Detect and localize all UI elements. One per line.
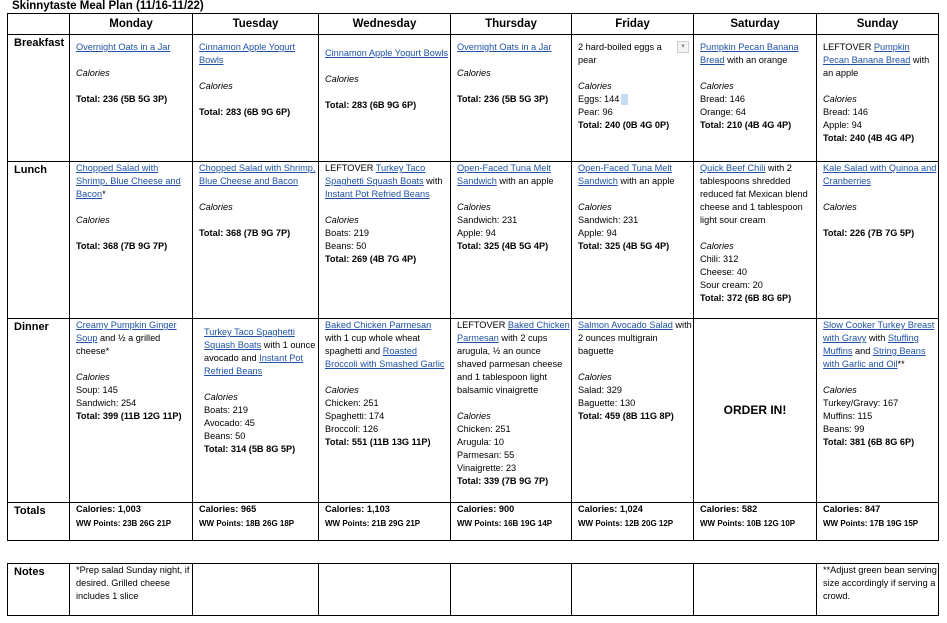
meal-description: and [852,346,873,356]
meal-description: with an apple [617,176,675,186]
calories-label: Calories [578,202,612,212]
note-sat [694,564,817,616]
recipe-link[interactable]: Baked Chicken Parmesan [325,320,432,330]
meal-total: Total: 368 (7B 9G 7P) [76,241,168,251]
note-sun: **Adjust green bean serving size accordingly if serving a crowd. [817,564,939,616]
ww-points: WW Points: 17B 19G 15P [823,519,919,528]
item-calories: Sour cream: 20 [700,280,763,290]
meal-description: with an apple [823,55,930,78]
item-calories: Boats: 219 [204,405,248,415]
recipe-link[interactable]: Stuffing Muffins [823,333,919,356]
lunch-wed [319,162,451,319]
item-calories: Salad: 329 [578,385,622,395]
totals-wed [319,503,451,541]
note-wed [319,564,451,616]
dinner-row [8,319,939,503]
meal-description: with an apple [496,176,554,186]
meal-total: Total: 325 (4B 5G 4P) [578,241,670,251]
meal-total: Total: 210 (4B 4G 4P) [700,120,792,130]
item-calories: Beans: 99 [823,424,865,434]
item-calories: Turkey/Gravy: 167 [823,398,899,408]
item-calories: Apple: 94 [457,228,496,238]
day-header: Wednesday [319,14,451,35]
breakfast-sun [817,35,939,162]
note-thu [451,564,572,616]
item-calories: Arugula: 10 [457,437,504,447]
dinner-thu [451,319,572,503]
breakfast-row [8,35,939,162]
day-calories: Calories: 1,003 [76,504,141,514]
day-header: Monday [70,14,193,35]
item-calories: Beans: 50 [204,431,246,441]
totals-fri [572,503,694,541]
calories-label: Calories [823,94,857,104]
row-label: Totals [8,503,70,541]
ww-points: WW Points: 21B 29G 21P [325,519,421,528]
dinner-mon [70,319,193,503]
dropdown-arrow-icon[interactable]: ▾ [677,41,689,53]
header-row [8,14,939,35]
meal-description: with 2 tablespoons shredded reduced fat Mexican blend cheese and 1 tablespoon light sour cream [700,163,808,225]
footnote-mark: * [102,189,106,199]
recipe-link[interactable]: Chopped Salad with Shrimp, Blue Cheese and Bacon [76,163,181,199]
row-label: Lunch [8,162,70,319]
meal-description: with 1 cup whole wheat spaghetti and [325,333,420,356]
item-calories: Pear: 96 [578,107,613,117]
meal-total: Total: 236 (5B 5G 3P) [76,94,168,104]
item-calories: Broccoli: 126 [325,424,379,434]
item-calories: Chicken: 251 [325,398,379,408]
item-calories: Chili: 312 [700,254,739,264]
item-calories: Bread: 146 [823,107,868,117]
day-header: Sunday [817,14,939,35]
recipe-link[interactable]: Turkey Taco Spaghetti Squash Boats [325,163,426,186]
item-calories: Vinaigrette: 23 [457,463,517,473]
calories-label: Calories [578,81,612,91]
totals-tue [193,503,319,541]
dinner-sun [817,319,939,503]
item-calories: Chicken: 251 [457,424,511,434]
calories-label: Calories [76,372,110,382]
day-calories: Calories: 847 [823,504,881,514]
lunch-sun [817,162,939,319]
dinner-wed [319,319,451,503]
meal-description: with 2 cups arugula, ½ an ounce shaved parmesan cheese and 1 tablespoon light balsamic vinaigrette [457,333,563,395]
meal-plan-table [7,13,939,541]
calories-label: Calories [457,411,491,421]
lunch-thu [451,162,572,319]
recipe-link[interactable]: Cinnamon Apple Yogurt Bowls [199,42,296,65]
calories-label: Calories [325,385,359,395]
item-calories: Boats: 219 [325,228,369,238]
recipe-link[interactable]: Overnight Oats in a Jar [76,42,171,52]
order-in-label: ORDER IN! [694,319,817,503]
calories-label: Calories [700,81,734,91]
page-title: Skinnytaste Meal Plan (11/16-11/22) [12,0,204,12]
recipe-link[interactable]: Turkey Taco Spaghetti Squash Boats [204,327,295,350]
meal-total: Total: 240 (4B 4G 4P) [823,133,915,143]
item-calories: Apple: 94 [578,228,617,238]
item-calories: Parmesan: 55 [457,450,515,460]
leftover-label: LEFTOVER [325,163,376,173]
recipe-link[interactable]: String Beans with Garlic and Oil [823,346,926,369]
recipe-link[interactable]: Open-Faced Tuna Melt Sandwich [578,163,672,186]
meal-description: and ½ a grilled cheese* [76,333,161,356]
day-calories: Calories: 1,024 [578,504,643,514]
calories-label: Calories [199,81,233,91]
recipe-link[interactable]: Overnight Oats in a Jar [457,42,552,52]
lunch-tue [193,162,319,319]
meal-total: Total: 269 (4B 7G 4P) [325,254,417,264]
recipe-link[interactable]: Kale Salad with Quinoa and Cranberries [823,163,937,186]
corner-cell [8,14,70,35]
meal-total: Total: 399 (11B 12G 11P) [76,411,182,421]
day-header: Friday [572,14,694,35]
ww-points: WW Points: 18B 26G 18P [199,519,295,528]
day-calories: Calories: 900 [457,504,515,514]
ww-points: WW Points: 16B 19G 14P [457,519,553,528]
note-fri [572,564,694,616]
row-label: Dinner [8,319,70,503]
item-calories: Eggs: 144 [578,93,693,106]
meal-total: Total: 459 (8B 11G 8P) [578,411,674,421]
lunch-mon [70,162,193,319]
day-header: Thursday [451,14,572,35]
recipe-link[interactable]: Pumpkin Pecan Banana Bread [700,42,799,65]
totals-sat [694,503,817,541]
recipe-link[interactable]: Cinnamon Apple Yogurt Bowls [325,48,449,58]
meal-total: Total: 551 (11B 13G 11P) [325,437,431,447]
calories-label: Calories [700,241,734,251]
calories-label: Calories [823,385,857,395]
item-calories: Muffins: 115 [823,411,873,421]
day-calories: Calories: 1,103 [325,504,390,514]
meal-description: with [866,333,888,343]
calories-label: Calories [76,215,110,225]
lunch-sat [694,162,817,319]
notes-table [7,563,939,616]
recipe-link[interactable]: Instant Pot Refried Beans [204,353,304,376]
calories-label: Calories [204,392,238,402]
calories-label: Calories [823,202,857,212]
meal-description: with an orange [724,55,788,65]
recipe-link[interactable]: Quick Beef Chili [700,163,766,173]
item-calories: Beans: 50 [325,241,367,251]
recipe-link[interactable]: Open-Faced Tuna Melt Sandwich [457,163,551,186]
recipe-link[interactable]: Salmon Avocado Salad [578,320,673,330]
recipe-link[interactable]: Instant Pot Refried Beans [325,189,430,199]
item-calories: Sandwich: 254 [76,398,137,408]
note-mon: *Prep salad Sunday night, if desired. Grilled cheese includes 1 slice [70,564,193,616]
day-calories: Calories: 582 [700,504,758,514]
recipe-link[interactable]: Creamy Pumpkin Ginger Soup [76,320,177,343]
totals-mon [70,503,193,541]
meal-total: Total: 381 (6B 8G 6P) [823,437,915,447]
calories-label: Calories [457,68,491,78]
recipe-link[interactable]: Pumpkin Pecan Banana Bread [823,42,911,65]
breakfast-sat [694,35,817,162]
ww-points: WW Points: 23B 26G 21P [76,519,172,528]
breakfast-thu [451,35,572,162]
calories-label: Calories [325,215,359,225]
item-calories: Sandwich: 231 [457,215,518,225]
meal-total: Total: 325 (4B 5G 4P) [457,241,549,251]
meal-description: with 1 ounce avocado and [204,340,316,363]
recipe-link[interactable]: Baked Chicken Parmesan [457,320,570,343]
calories-label: Calories [76,68,110,78]
leftover-label: LEFTOVER [457,320,508,330]
day-calories: Calories: 965 [199,504,257,514]
meal-total: Total: 372 (6B 8G 6P) [700,293,792,303]
breakfast-mon [70,35,193,162]
meal-total: Total: 339 (7B 9G 7P) [457,476,549,486]
calories-label: Calories [199,202,233,212]
meal-total: Total: 283 (6B 9G 6P) [199,107,291,117]
ww-points: WW Points: 12B 20G 12P [578,519,674,528]
day-header: Saturday [694,14,817,35]
breakfast-tue [193,35,319,162]
meal-total: Total: 236 (5B 5G 3P) [457,94,549,104]
item-calories: Soup: 145 [76,385,118,395]
recipe-link[interactable]: Chopped Salad with Shrimp, Blue Cheese and Bacon [199,163,316,186]
row-label: Breakfast [8,35,70,162]
meal-description: with [423,176,443,186]
selection-highlight [621,94,628,105]
meal-total: Total: 368 (7B 9G 7P) [199,228,291,238]
notes-row [8,564,939,616]
lunch-row [8,162,939,319]
row-label: Notes [8,564,70,616]
meal-total: Total: 226 (7B 7G 5P) [823,228,915,238]
totals-sun [817,503,939,541]
meal-description: with 2 ounces multigrain baguette [578,320,692,356]
breakfast-wed [319,35,451,162]
dinner-tue [193,319,319,503]
item-calories: Avocado: 45 [204,418,255,428]
meal-total: Total: 283 (6B 9G 6P) [325,100,417,110]
item-calories: Bread: 146 [700,94,745,104]
meal-total: Total: 240 (0B 4G 0P) [578,120,670,130]
lunch-fri [572,162,694,319]
calories-label: Calories [578,372,612,382]
item-calories: Sandwich: 231 [578,215,639,225]
totals-thu [451,503,572,541]
note-tue [193,564,319,616]
calories-label: Calories [325,74,359,84]
recipe-link[interactable]: Roasted Broccoli with Smashed Garlic [325,346,445,369]
footnote-mark: ** [897,359,905,369]
dinner-fri [572,319,694,503]
item-calories: Baguette: 130 [578,398,636,408]
item-calories: Cheese: 40 [700,267,747,277]
item-calories: Apple: 94 [823,120,862,130]
meal-total: Total: 314 (5B 8G 5P) [204,444,296,454]
recipe-link[interactable]: Slow Cooker Turkey Breast with Gravy [823,320,935,343]
meal-description: 2 hard-boiled eggs a pear [578,42,662,65]
item-calories: Orange: 64 [700,107,746,117]
item-calories: Spaghetti: 174 [325,411,385,421]
totals-row [8,503,939,541]
breakfast-fri [572,35,694,162]
calories-label: Calories [457,202,491,212]
day-header: Tuesday [193,14,319,35]
ww-points: WW Points: 10B 12G 10P [700,519,796,528]
leftover-label: LEFTOVER [823,42,874,52]
